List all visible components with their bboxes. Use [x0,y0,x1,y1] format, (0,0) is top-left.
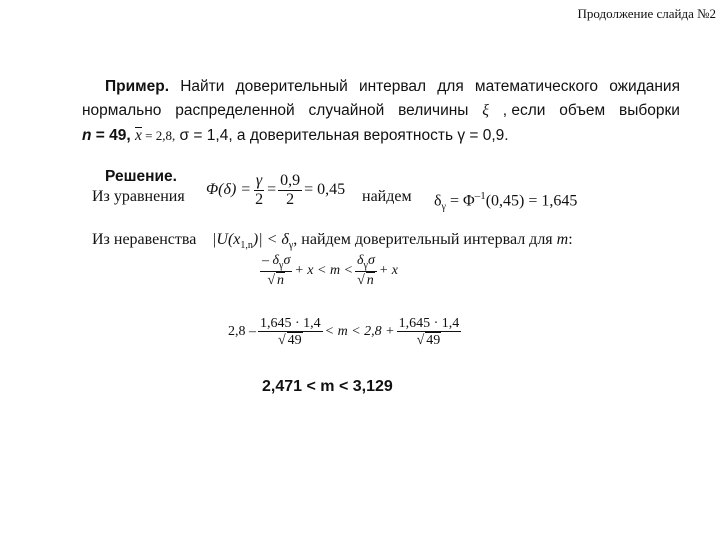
delta-eq: = Φ [449,192,475,210]
final-result: 2,471 < m < 3,129 [262,378,393,395]
gamma-symbol: γ [255,172,263,189]
u-rest: )| < δ [252,231,289,248]
m-variable: m [556,231,569,248]
word: распределенной [175,102,295,119]
word: случайной [308,102,385,119]
step2-left: 2,8 – [228,324,256,340]
eq-intro: Из уравнения [92,188,185,205]
word: интервал [358,78,427,95]
n-variable: n [82,127,92,144]
word: Найти [180,78,225,95]
denominator: 2 [255,190,264,208]
step2-mid: < m < 2,8 + [324,324,395,340]
ineq-intro: Из неравенства [92,231,197,248]
x-value: = 2,8, [141,128,176,143]
example-line-3 [82,127,509,145]
word: , если [502,102,546,119]
denominator: 2 [286,190,295,208]
delta-result: (0,45) = 1,645 [485,192,578,210]
numerator: 0,9 [280,172,301,189]
word: величины [398,102,469,119]
ineq-tail: , найдем доверительный интервал для [293,231,553,248]
fraction-left: $\frac{1,645 \cdot 1,4}{√ 49}$ [260,316,321,349]
slide-header: Продолжение слайда №2 [577,6,716,21]
word: доверительный [235,78,348,95]
step-1 [258,253,398,288]
word: математического [474,78,599,95]
sigma-text: σ = 1,4, а доверительная вероятность γ = 0,9. [175,127,509,144]
word: объем [559,102,606,119]
step-2 [228,316,463,349]
solution-label: Решение. [105,168,177,185]
eq-result: = 0,45 [304,181,346,199]
word: нормально [82,102,162,119]
word: выборки [619,102,680,119]
delta-equation: $\delta_\gamma = \Phi^{-1}(0,45) = 1,645$ [434,190,578,213]
example-line-2 [82,102,680,120]
fraction-09-2 [278,172,302,208]
x-bar-variable: x [135,127,142,144]
step1-mid: + x < m < [294,262,354,278]
u-expr: |U(x [212,231,241,248]
xi-symbol: ξ [482,102,489,119]
step1-tail: + x [378,262,399,278]
u-sub: 1,n [240,240,253,252]
word: для [437,78,464,95]
example-line-1 [105,78,680,96]
fraction-left: $\frac{- \delta_\gamma\sigma}{√ n}$ [262,253,291,288]
fraction-right: $\frac{\delta_\gamma\sigma}{√ n}$ [357,253,375,288]
inequality: $|U(x_{1,n})| < \delta_\gamma$, найдем доверительный интервал для m: [212,231,573,252]
example-label: Пример. [105,78,169,95]
phi-expr: Φ(δ) = [206,181,252,199]
find-word: найдем [362,188,412,205]
inverse-sup: –1 [474,190,486,202]
fraction-gamma-2 [253,172,265,208]
fraction-right: $\frac{1,645 \cdot 1,4}{√ 49}$ [398,316,460,349]
phi-equation: Φ(δ) = $\frac{\gamma}{2}$ = $\frac{0,9}{2}$ = 0,45 [206,172,346,208]
word: ожидания [609,78,680,95]
n-value: = 49, [91,127,131,144]
